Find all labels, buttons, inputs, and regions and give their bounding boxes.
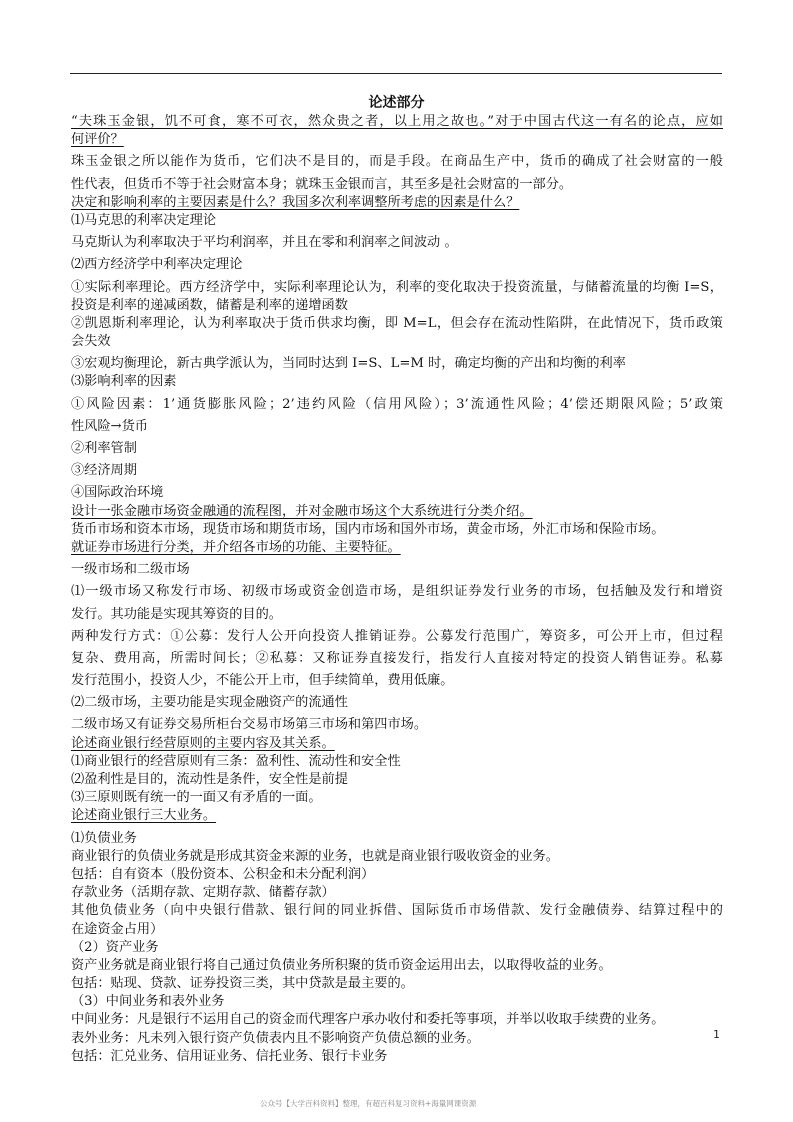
body-line	[71, 1048, 723, 1066]
line-text: ③宏观均衡理论，新古典学派认为，当同时达到 I=S、L=M 时，确定均衡的产出和均衡的利率	[71, 356, 626, 372]
body-line	[71, 1011, 723, 1029]
line-text: 包括：汇兑业务、信用证业务、信托业务、银行卡业务	[71, 1048, 388, 1064]
line-text: 发行。其功能是实现其筹资的目的。	[71, 606, 282, 622]
question-text: 设计一张金融市场资金融通的流程图，并对金融市场这个大系统进行分类介绍。	[71, 503, 533, 519]
line-text: 商业银行的负债业务就是形成其资金来源的业务，也就是商业银行吸收资金的业务。	[71, 848, 559, 864]
question-heading	[71, 113, 723, 131]
line-text: （2）资产业务	[71, 939, 159, 955]
body-line	[71, 884, 723, 902]
body-line	[71, 606, 723, 624]
body-line	[71, 583, 723, 601]
line-text: 马克斯认为利率取决于平均利润率，并且在零和利润率之间波动 。	[71, 235, 458, 251]
body-line	[71, 650, 723, 668]
line-text: 资产业务就是商业银行将自己通过负债业务所积聚的货币资金运用出去，以取得收益的业务。	[71, 957, 612, 973]
question-text: 何评价？	[71, 132, 124, 148]
document-body	[71, 113, 723, 1066]
body-line	[71, 333, 723, 351]
line-text: 发行范围小，投资人少，不能公开上市，但手续简单，费用低廉。	[71, 673, 454, 689]
question-heading	[71, 131, 723, 149]
page-title: 论述部分	[368, 95, 425, 111]
question-heading	[71, 807, 723, 825]
line-text: ⑴马克思的利率决定理论	[71, 212, 217, 228]
line-text: ⑵西方经济学中利率决定理论	[71, 257, 243, 273]
line-text: 表外业务：凡未列入银行资产负债表内且不影响资产负债总额的业务。	[71, 1030, 480, 1046]
body-line	[71, 628, 723, 646]
line-text: ⑴负债业务	[71, 830, 137, 846]
line-text: 珠玉金银之所以能作为货币，它们决不是目的，而是手段。在商品生产中，货币的确成了社会财富的一般	[71, 154, 723, 170]
line-text: ⑵盈利性是目的，流动性是条件，安全性是前提	[71, 772, 348, 787]
body-line	[71, 484, 723, 502]
body-line	[71, 694, 723, 712]
body-line	[71, 866, 723, 884]
line-text: 包括：自有资本（股份资本、公积金和未分配利润）	[71, 866, 375, 882]
body-line	[71, 957, 723, 975]
body-line	[71, 939, 723, 957]
body-line	[71, 921, 723, 939]
body-line	[71, 256, 723, 274]
page-number: 1	[713, 1028, 720, 1041]
body-line	[71, 830, 723, 848]
line-text: 一级市场和二级市场	[71, 562, 190, 578]
body-line	[71, 279, 723, 297]
body-line	[71, 297, 723, 315]
question-text: 论述商业银行三大业务。	[71, 808, 217, 824]
line-text: ①风险因素：1’通货膨胀风险；2’违约风险（信用风险）；3’流通性风险；4’偿还期限风险；5’政策	[71, 396, 723, 412]
line-text: 会失效	[71, 334, 111, 350]
question-heading	[71, 503, 723, 521]
line-text: ④国际政治环境	[71, 485, 164, 501]
question-text: 决定和影响利率的主要因素是什么？我国多次利率调整所考虑的因素是什么？	[71, 194, 520, 210]
body-line	[71, 176, 723, 194]
body-line	[71, 462, 723, 480]
body-line	[71, 993, 723, 1011]
header-rule	[70, 73, 722, 74]
line-text: ③经济周期	[71, 463, 137, 479]
line-text: 两种发行方式：①公募：发行人公开向投资人推销证券。公募发行范围广，筹资多，可公开上市，但过程	[71, 628, 723, 644]
line-text: 包括：贴现、贷款、证券投资三类，其中贷款是最主要的。	[71, 976, 414, 992]
question-text: 论述商业银行经营原则的主要内容及其关系。	[71, 735, 335, 751]
line-text: ⑶影响利率的因素	[71, 374, 177, 390]
line-text: ⑵二级市场，主要功能是实现金融资产的流通性	[71, 695, 348, 711]
line-text: 复杂、费用高，所需时间长；②私募：又称证券直接发行，指发行人直接对特定的投资人销售证券。私募	[71, 650, 723, 666]
line-text: 性代表，但货币不等于社会财富本身；就珠玉金银而言，其至多是社会财富的一部分。	[71, 176, 573, 192]
body-line	[71, 153, 723, 171]
question-heading	[71, 194, 723, 212]
body-line	[71, 789, 723, 807]
body-line	[71, 212, 723, 230]
question-heading	[71, 539, 723, 557]
body-line	[71, 440, 723, 458]
body-line	[71, 753, 723, 771]
body-line	[71, 418, 723, 436]
question-heading	[71, 735, 723, 753]
question-text: 就证券市场进行分类，并介绍各市场的功能、主要特征。	[71, 539, 401, 555]
line-text: 在途资金占用）	[71, 921, 164, 937]
body-line	[71, 1030, 723, 1048]
line-text: 其他负债业务（向中央银行借款、银行间的同业拆借、国际货币市场借款、发行金融债券、结算过程中的	[71, 903, 723, 919]
body-line	[71, 561, 723, 579]
line-text: ②利率管制	[71, 441, 137, 456]
line-text: ①实际利率理论。西方经济学中，实际利率理论认为，利率的变化取决于投资流量，与储蓄流量的均衡 I=S，	[71, 279, 723, 295]
body-line	[71, 848, 723, 866]
body-line	[71, 396, 723, 414]
line-text: ⑶三原则既有统一的一面又有矛盾的一面。	[71, 790, 322, 806]
line-text: ⑴商业银行的经营原则有三条：盈利性、流动性和安全性	[71, 753, 401, 769]
line-text: 性风险→货币	[71, 418, 148, 434]
line-text: （3）中间业务和表外业务	[71, 994, 225, 1010]
line-text: 中间业务：凡是银行不运用自己的资金而代理客户承办收付和委托等事项，并举以收取手续费的业务。	[71, 1012, 665, 1028]
line-text: 投资是利率的递减函数，储蓄是利率的递增函数	[71, 297, 348, 313]
body-line	[71, 355, 723, 373]
body-line	[71, 315, 723, 333]
body-line	[71, 716, 723, 734]
line-text: ⑴一级市场又称发行市场、初级市场或资金创造市场，是组织证券发行业务的市场，包括触及发行和增资	[71, 584, 723, 600]
body-line	[71, 672, 723, 690]
body-line	[71, 975, 723, 993]
body-line	[71, 902, 723, 920]
body-line	[71, 373, 723, 391]
body-line	[71, 521, 723, 539]
question-text: “夫珠玉金银，饥不可食，寒不可衣，然众贵之者，以上用之故也。”对于中国古代这一有名的论点，应如	[71, 114, 723, 129]
body-line	[71, 234, 723, 252]
line-text: ②凯恩斯利率理论，认为利率取决于货币供求均衡，即 M=L，但会存在流动性陷阱，在此情况下，货币政策	[71, 315, 723, 331]
footer-note: 公众号【大学百科资料】整理，有超百科复习资料+海量网课资源	[260, 1099, 477, 1108]
line-text: 二级市场又有证券交易所柜台交易市场第三市场和第四市场。	[71, 717, 428, 733]
line-text: 货币市场和资本市场，现货市场和期货市场，国内市场和国外市场，黄金市场，外汇市场和保险市场。	[71, 521, 665, 537]
body-line	[71, 771, 723, 789]
line-text: 存款业务（活期存款、定期存款、储蓄存款）	[71, 885, 335, 901]
